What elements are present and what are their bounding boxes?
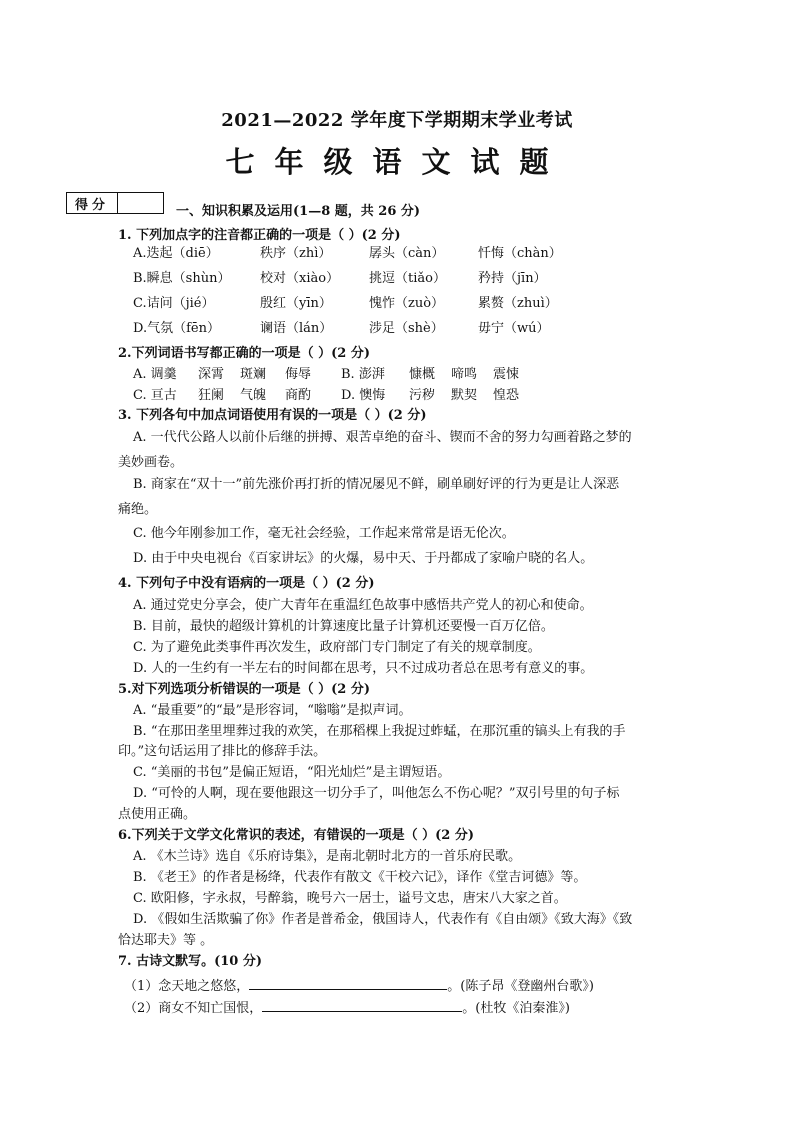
- q6-option-a: A. 《木兰诗》选自《乐府诗集》，是南北朝时北方的一首乐府民歌。: [133, 849, 522, 864]
- q2-2-4: 商酌: [285, 388, 312, 403]
- q7-line-2: [124, 998, 570, 1018]
- q1-a-2: 秩序（zhì）: [260, 246, 332, 261]
- q7-line-1-source: 。(陈子昂《登幽州台歌》): [447, 979, 594, 994]
- q6-stem: 6.下列关于文学文化常识的表述，有错误的一项是（ ）(2 分): [118, 828, 474, 843]
- q5-option-c: C. “美丽的书包”是偏正短语，“阳光灿烂”是主谓短语。: [133, 765, 451, 780]
- q1-a-1: A.迭起（diē）: [133, 246, 219, 261]
- q4-option-a: A. 通过党史分享会，使广大青年在重温红色故事中感悟共产党人的初心和使命。: [133, 598, 593, 613]
- exam-title: 2021—2022 学年度下学期期末学业考试: [221, 110, 573, 131]
- q2-1-1: A. 调羹: [133, 367, 177, 382]
- q1-a-4: 忏悔（chàn）: [478, 246, 562, 261]
- q1-d-3: 涉足（shè）: [369, 321, 444, 336]
- q3-option-a-line2: 美妙画卷。: [118, 455, 184, 470]
- q6-option-c: C. 欧阳修，字永叔，号醉翁，晚号六一居士，谥号文忠，唐宋八大家之首。: [133, 891, 567, 906]
- q1-b-2: 校对（xiào）: [260, 271, 340, 286]
- q3-option-b-line2: 痛绝。: [118, 502, 158, 517]
- q4-stem: 4. 下列句子中没有语病的一项是（ ）(2 分): [118, 576, 375, 591]
- q3-option-b-line1: B. 商家在“双十一”前先涨价再打折的情况屡见不鲜，刷单刷好评的行为更是让人深恶: [133, 477, 620, 492]
- q4-option-c: C. 为了避免此类事件再次发生，政府部门专门制定了有关的规章制度。: [133, 640, 541, 655]
- q1-b-4: 矜持（jīn）: [478, 271, 547, 286]
- q3-option-d: D. 由于中央电视台《百家讲坛》的火爆，易中天、于丹都成了家喻户晓的名人。: [133, 551, 594, 566]
- q7-line-1: [124, 976, 594, 996]
- q1-c-2: 殷红（yīn）: [260, 296, 332, 311]
- q1-a-3: 孱头（càn）: [369, 246, 445, 261]
- q4-option-d: D. 人的一生约有一半左右的时间都在思考，只不过成功者总在思考有意义的事。: [133, 661, 594, 676]
- q2-stem: 2.下列词语书写都正确的一项是（ ）(2 分): [118, 346, 370, 361]
- q7-stem: 7. 古诗文默写。(10 分): [118, 954, 263, 969]
- q6-option-d-line1: D. 《假如生活欺骗了你》作者是普希金，俄国诗人，代表作有《自由颂》《致大海》《致: [133, 912, 633, 927]
- q1-b-3: 挑逗（tiǎo）: [369, 271, 446, 286]
- q2-2-2: 狂阑: [198, 388, 225, 403]
- score-box: [66, 192, 164, 214]
- q4-option-b: B. 目前，最快的超级计算机的计算速度比量子计算机还要慢一百万亿倍。: [133, 619, 554, 634]
- q2-1-2: 深霄: [198, 367, 225, 382]
- q2-2-3: 气魄: [240, 388, 267, 403]
- q2-1-6: 慷概: [409, 367, 436, 382]
- q2-2-7: 默契: [451, 388, 478, 403]
- q2-2-1: C. 亘古: [133, 388, 177, 403]
- q6-option-d-line2: 恰达耶夫》等 。: [118, 933, 214, 948]
- q7-line-2-answer-blank[interactable]: [262, 998, 462, 1012]
- q5-option-b-line1: B. “在那田垄里埋葬过我的欢笑，在那稻棵上我捉过蚱蜢，在那沉重的镐头上有我的手: [133, 724, 626, 739]
- q5-option-a: A. “最重要”的“最”是形容词，“嗡嗡”是拟声词。: [133, 703, 412, 718]
- q7-line-2-source: 。(杜牧《泊秦淮》): [462, 1001, 570, 1016]
- q3-option-a-line1: A. 一代代公路人以前仆后继的拼搏、艰苦卓绝的奋斗、锲而不舍的努力勾画着路之梦的: [133, 430, 632, 445]
- q1-c-3: 愧怍（zuò）: [369, 296, 445, 311]
- q2-1-3: 斑斓: [240, 367, 267, 382]
- q1-c-4: 累赘（zhuì）: [478, 296, 558, 311]
- q1-d-2: 谰语（lán）: [260, 321, 333, 336]
- q7-line-2-prompt: （2）商女不知亡国恨，: [124, 1001, 263, 1016]
- q5-stem: 5.对下列选项分析错误的一项是（ ）(2 分): [118, 682, 370, 697]
- q1-stem: 1. 下列加点字的注音都正确的一项是（ ）(2 分): [118, 228, 401, 243]
- q1-d-4: 毋宁（wú）: [478, 321, 550, 336]
- q5-option-b-line2: 印。”这句话运用了排比的修辞手法。: [118, 744, 327, 759]
- q1-d-1: D.气氛（fēn）: [133, 321, 220, 336]
- q2-1-8: 震悚: [493, 367, 520, 382]
- q1-b-1: B.瞬息（shùn）: [133, 271, 231, 286]
- q3-option-c: C. 他今年刚参加工作，毫无社会经验，工作起来常常是语无伦次。: [133, 526, 515, 541]
- score-label: 得分: [67, 193, 118, 213]
- q2-1-7: 啼鸣: [451, 367, 478, 382]
- q2-2-6: 污秽: [409, 388, 436, 403]
- q3-stem: 3. 下列各句中加点词语使用有误的一项是（ ）(2 分): [118, 408, 427, 423]
- q6-option-b: B. 《老王》的作者是杨绛，代表作有散文《干校六记》，译作《堂吉诃德》等。: [133, 870, 587, 885]
- q7-line-1-answer-blank[interactable]: [249, 976, 447, 990]
- q2-2-5: D. 懊悔: [341, 388, 386, 403]
- q7-line-1-prompt: （1）念天地之悠悠，: [124, 979, 250, 994]
- exam-subtitle: 七年级语文试题: [225, 145, 569, 179]
- section-heading: 一、知识积累及运用(1—8 题，共 26 分): [176, 204, 421, 219]
- q5-option-d-line1: D. “可怜的人啊，现在要他跟这一切分手了，叫他怎么不伤心呢？”双引号里的句子标: [133, 786, 620, 801]
- q2-1-5: B. 澎湃: [341, 367, 385, 382]
- score-input-cell[interactable]: [118, 193, 163, 213]
- q2-1-4: 侮辱: [285, 367, 312, 382]
- q1-c-1: C.诘问（jié）: [133, 296, 215, 311]
- q2-2-8: 惶恐: [493, 388, 520, 403]
- q5-option-d-line2: 点使用正确。: [118, 807, 197, 822]
